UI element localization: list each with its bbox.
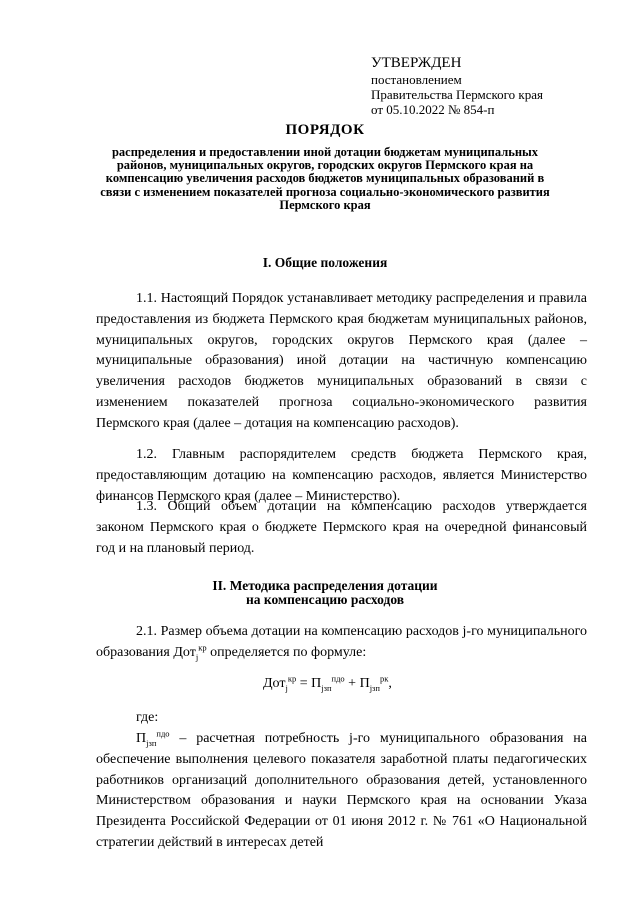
formula: [263, 674, 392, 694]
subscript: jзп: [146, 737, 157, 748]
subscript: jзп: [369, 682, 380, 693]
where-label: где:: [136, 710, 159, 725]
superscript: кр: [287, 673, 297, 684]
document-subtitle: распределения и предоставлении иной дотации бюджетам муниципальных районов, муниципальных округов, городских округов Пермского края на компенсацию увеличения расходов бюджетов муниципальных образований в связи с изменением показателей прогноза социально-экономического развития Пермского края: [100, 145, 550, 212]
superscript: пдо: [331, 673, 345, 684]
definition-text: – расчетная потребность j-го муниципального образования на обеспечение выполнения целевого показателя заработной платы педагогических работников организаций дополнительного образования детей, установленного Министерством образования и науки Пермского края на основании Указа Президента Российской Федерации от 01 июня 2012 г. № 761 «О Национальной стратегии действий в интересах детей: [96, 731, 587, 850]
approval-line: Правительства Пермского края: [371, 87, 543, 102]
formula-text: ,: [388, 676, 392, 691]
paragraph-1-3: 1.3. Общий объем дотации на компенсацию расходов утверждается законом Пермского края о бюджете Пермского края на очередной финансовый год и на плановый период.: [96, 499, 587, 556]
superscript: рк: [379, 673, 389, 684]
subscript: j: [285, 682, 288, 693]
formula-text: Дот: [263, 676, 286, 691]
approval-title: УТВЕРЖДЕН: [371, 55, 462, 71]
section-heading: [96, 579, 554, 607]
approval-line: постановлением: [371, 72, 462, 87]
section-heading-line: II. Методика распределения дотации: [212, 578, 438, 593]
paragraph-1-2: 1.2. Главным распорядителем средств бюджета Пермского края, предоставляющим дотацию на компенсацию расходов, является Министерство финансов Пермского края (далее – Министерство).: [96, 447, 587, 504]
formula-text: + П: [344, 676, 370, 691]
document-title: ПОРЯДОК: [285, 122, 365, 138]
subscript: jзп: [321, 682, 332, 693]
approval-date: от 05.10.2022 № 854-п: [371, 102, 495, 117]
superscript: кр: [198, 642, 207, 653]
subscript: j: [195, 651, 199, 662]
definition-paragraph: [96, 729, 587, 854]
definition-symbol: П: [136, 731, 147, 746]
paragraph-2-1: [96, 622, 587, 664]
superscript: пдо: [156, 728, 170, 739]
approval-stamp: [371, 55, 543, 117]
paragraph-1-1: 1.1. Настоящий Порядок устанавливает методику распределения и правила предоставления из бюджета Пермского края бюджетам муниципальных районов, муниципальных округов, городских округов Пермского края (далее – муниципальные образования) иной дотации на частичную компенсацию увеличения расходов бюджетов муниципальных образований в связи с изменением показателей прогноза социально-экономического развития Пермского края (далее – дотация на компенсацию расходов).: [96, 291, 587, 431]
formula-text: = П: [296, 676, 322, 691]
section-heading-line: на компенсацию расходов: [245, 592, 405, 607]
section-heading: I. Общие положения: [262, 255, 388, 270]
paragraph-text: 2.1. Размер объема дотации на компенсацию расходов j-го муниципального образования Дот: [96, 624, 587, 660]
paragraph-text: определяется по формуле:: [206, 644, 367, 660]
